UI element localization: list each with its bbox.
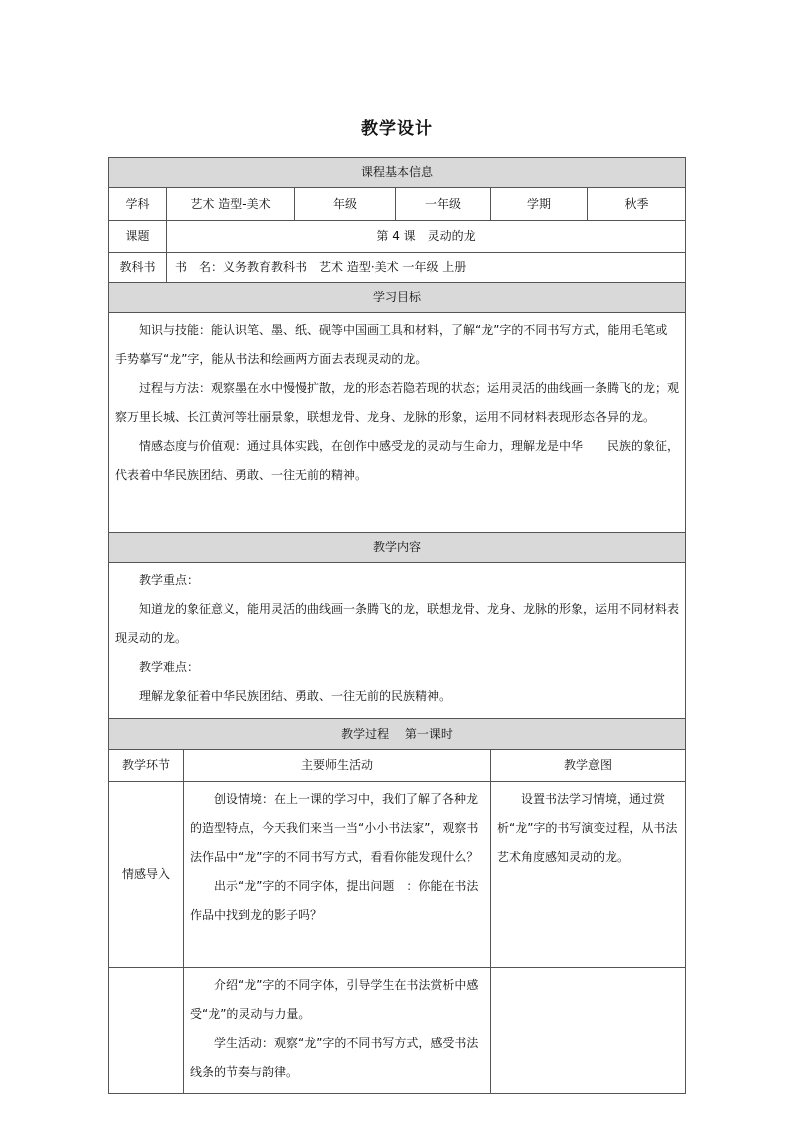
term-value: 秋季	[588, 188, 686, 221]
difficulty-text: 理解龙象征着中华民族团结、勇敢、一往无前的民族精神。	[139, 689, 452, 703]
goal-knowledge: 知识与技能：能认识笔、墨、纸、砚等中国画工具和材料，了解“龙”字的不同书写方式，能用毛笔或手势摹写“龙”字，能从书法和绘画两方面去表现灵动的龙。	[115, 323, 668, 366]
stage-cell	[109, 968, 184, 1094]
topic-row	[109, 221, 686, 253]
activity-text: 创设情境：在上一课的学习中，我们了解了各种龙的造型特点，今天我们来当一当“小小书法家”，观察书法作品中“龙”字的不同书写方式，看看你能发现什么？	[190, 792, 479, 864]
activity-text: 学生活动：观察“龙”字的不同书写方式，感受书法线条的节奏与韵律。	[190, 1036, 479, 1079]
content-row	[109, 563, 686, 719]
difficulty-label: 教学难点：	[139, 660, 200, 674]
key-point-text: 知道龙的象征意义，能用灵活的曲线画一条腾飞的龙，联想龙骨、龙身、龙脉的形象，运用不同材料表现灵动的龙。	[115, 602, 680, 645]
activity-cell	[184, 782, 491, 968]
lesson-plan-table	[108, 157, 686, 1094]
textbook-value: 书 名：义务教育教科书 艺术 造型·美术 一年级 上册	[167, 253, 686, 283]
content-body	[109, 563, 686, 719]
process-row	[109, 782, 686, 968]
goals-row	[109, 313, 686, 533]
process-row	[109, 968, 686, 1094]
col-intent-header: 教学意图	[491, 750, 686, 782]
grade-value: 一年级	[396, 188, 491, 221]
subject-label: 学科	[109, 188, 167, 221]
activity-cell	[184, 968, 491, 1094]
process-header-row	[109, 719, 686, 750]
textbook-label: 教科书	[109, 253, 167, 283]
goals-body	[109, 313, 686, 533]
goals-header-row	[109, 283, 686, 313]
subject-value: 艺术 造型-美术	[167, 188, 295, 221]
goals-header: 学习目标	[109, 283, 686, 313]
term-label: 学期	[491, 188, 588, 221]
intent-cell	[491, 968, 686, 1094]
intent-cell	[491, 782, 686, 968]
goal-attitude: 情感态度与价值观：通过具体实践，在创作中感受龙的灵动与生命力，理解龙是中华 民族的象征，代表着中华民族团结、勇敢、一往无前的精神。	[115, 439, 680, 482]
process-column-row	[109, 750, 686, 782]
subject-row	[109, 188, 686, 221]
intent-text: 设置书法学习情境，通过赏析“龙”字的书写演变过程，从书法艺术角度感知灵动的龙。	[497, 792, 678, 864]
basic-info-header: 课程基本信息	[109, 158, 686, 188]
col-stage-header: 教学环节	[109, 750, 184, 782]
topic-value: 第 4 课 灵动的龙	[167, 221, 686, 253]
goal-process: 过程与方法：观察墨在水中慢慢扩散，龙的形态若隐若现的状态；运用灵活的曲线画一条腾飞的龙；观察万里长城、长江黄河等壮丽景象，联想龙骨、龙身、龙脉的形象，运用不同材料表现形态各异的龙。	[115, 381, 680, 424]
topic-label: 课题	[109, 221, 167, 253]
activity-text: 出示“龙”字的不同字体，提出问题 ：你能在书法作品中找到龙的影子吗？	[190, 879, 479, 922]
textbook-row	[109, 253, 686, 283]
col-activity-header: 主要师生活动	[184, 750, 491, 782]
grade-label: 年级	[295, 188, 396, 221]
content-header-row	[109, 533, 686, 563]
basic-info-header-row	[109, 158, 686, 188]
page-title: 教学设计	[361, 119, 433, 139]
activity-text: 介绍“龙”字的不同字体，引导学生在书法赏析中感受“龙”的灵动与力量。	[190, 978, 479, 1021]
stage-cell: 情感导入	[109, 782, 184, 968]
key-point-label: 教学重点：	[139, 573, 200, 587]
process-header: 教学过程 第一课时	[109, 719, 686, 750]
content-header: 教学内容	[109, 533, 686, 563]
